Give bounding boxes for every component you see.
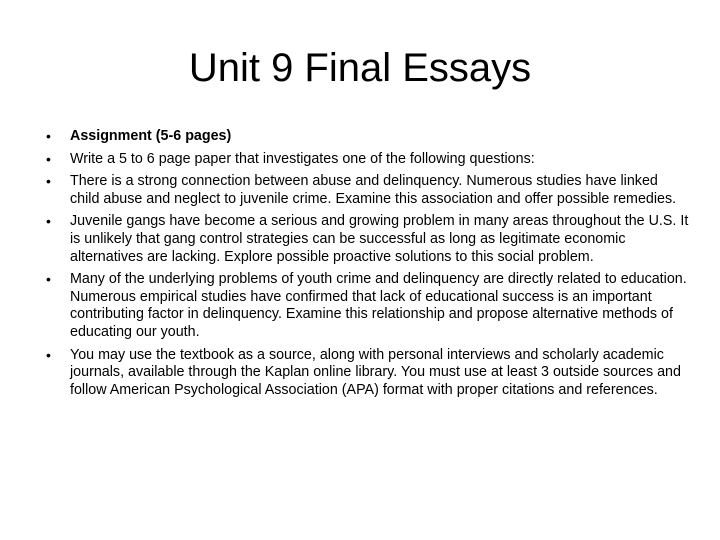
- bullet-list: [46, 128, 691, 404]
- bullet-icon: •: [46, 128, 51, 144]
- bullet-text: There is a strong connection between abuse and delinquency. Numerous studies have linked child abuse and neglect to juvenile crime. Examine this association and offer possible remedies.: [70, 173, 677, 207]
- bullet-item-instructions: [46, 151, 691, 169]
- bullet-item-education-question: [46, 271, 691, 341]
- bullet-icon: •: [46, 346, 51, 363]
- bullet-text: Write a 5 to 6 page paper that investigates one of the following questions:: [70, 150, 535, 167]
- bullet-text: You may use the textbook as a source, along with personal interviews and scholarly academic journals, available through the Kaplan online library. You must use at least 3 outside sources and follow American Psychological Association (APA) format with proper citations and references.: [70, 346, 681, 398]
- slide-title: Unit 9 Final Essays: [188, 46, 532, 90]
- bullet-item-abuse-question: [46, 173, 691, 208]
- bullet-text: Juvenile gangs have become a serious and growing problem in many areas throughout the U.S. It is unlikely that gang control strategies can be successful as long as legitimate economic alternatives are lacking. Explore possible proactive solutions to this social problem.: [70, 213, 689, 265]
- bullet-item-gangs-question: [46, 213, 691, 266]
- bullet-item-sources: [46, 347, 691, 400]
- bullet-icon: •: [46, 173, 51, 190]
- bullet-text: Assignment (5-6 pages): [70, 128, 232, 144]
- bullet-icon: •: [46, 271, 51, 288]
- bullet-icon: •: [46, 213, 51, 230]
- bullet-icon: •: [46, 150, 51, 167]
- bullet-text: Many of the underlying problems of youth crime and delinquency are directly related to education. Numerous empirical studies have confirmed that lack of educational success is an important contributing factor in delinquency. Examine this relationship and propose alternative methods of educating our youth.: [70, 271, 687, 340]
- bullet-item-assignment: [46, 128, 691, 146]
